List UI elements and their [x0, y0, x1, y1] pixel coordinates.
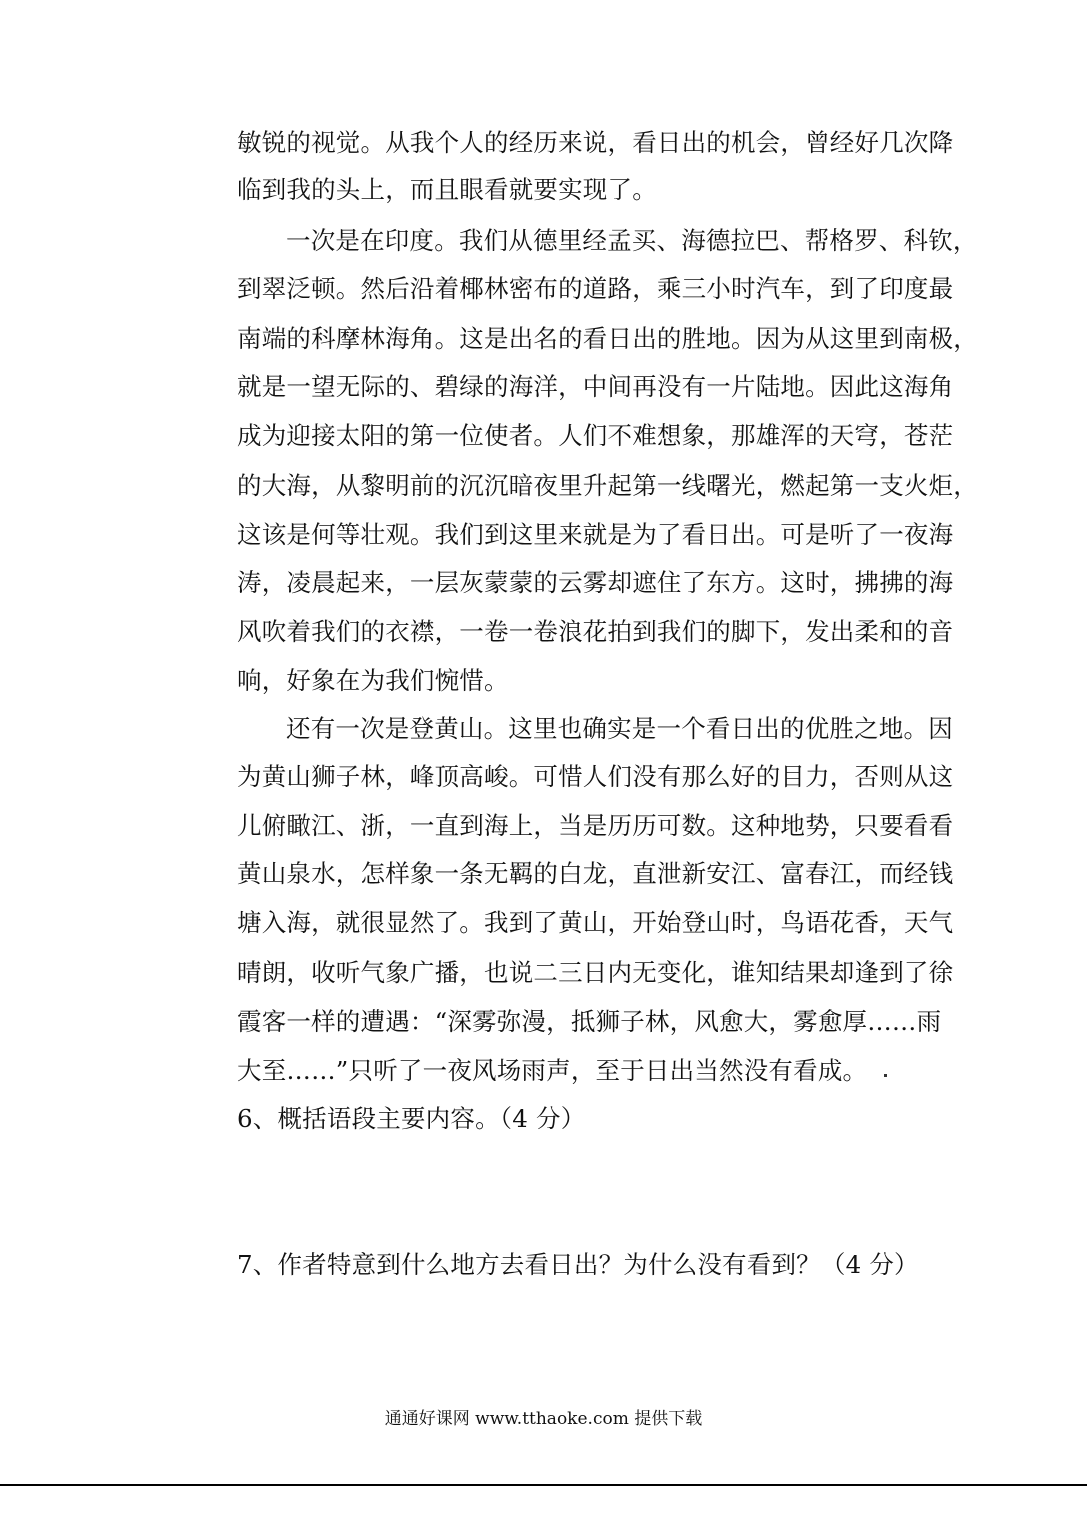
passage-line: 到翠泛顿。然后沿着椰林密布的道路，乘三小时汽车，到了印度最 [237, 274, 954, 303]
passage-line: 大至……”只听了一夜风场雨声，至于日出当然没有看成。 [237, 1056, 868, 1085]
scan-speck [884, 1074, 887, 1077]
passage-line: 就是一望无际的、碧绿的海洋，中间再没有一片陆地。因此这海角 [237, 372, 954, 401]
question-6: 6、概括语段主要内容。（4 分） [237, 1104, 586, 1133]
passage-line: 儿俯瞰江、浙，一直到海上，当是历历可数。这种地势，只要看看 [237, 811, 954, 840]
footer-credit: 通通好课网 www.tthaoke.com 提供下载 [384, 1409, 703, 1429]
passage-line: 还有一次是登黄山。这里也确实是一个看日出的优胜之地。因 [286, 714, 953, 743]
passage-line: 这该是何等壮观。我们到这里来就是为了看日出。可是听了一夜海 [237, 520, 954, 549]
question-7: 7、作者特意到什么地方去看日出？为什么没有看到？（4 分） [237, 1250, 919, 1279]
passage-line: 涛，凌晨起来，一层灰蒙蒙的云雾却遮住了东方。这时，拂拂的海 [237, 568, 954, 597]
passage-line: 塘入海，就很显然了。我到了黄山，开始登山时，鸟语花香，天气 [237, 908, 954, 937]
passage-line: 的大海，从黎明前的沉沉暗夜里升起第一线曙光，燃起第一支火炬， [237, 471, 978, 500]
passage-line: 黄山泉水，怎样象一条无羁的白龙，直泄新安江、富春江，而经钱 [237, 859, 954, 888]
passage-line: 成为迎接太阳的第一位使者。人们不难想象，那雄浑的天穹，苍茫 [237, 421, 954, 450]
passage-line: 南端的科摩林海角。这是出名的看日出的胜地。因为从这里到南极， [237, 324, 978, 353]
passage-line: 晴朗，收听气象广播，也说二三日内无变化，谁知结果却逢到了徐 [237, 958, 954, 987]
passage-line: 敏锐的视觉。从我个人的经历来说，看日出的机会，曾经好几次降 [237, 128, 954, 157]
passage-line: 响，好象在为我们惋惜。 [237, 666, 509, 695]
passage-line: 霞客一样的遭遇：“深雾弥漫，抵狮子林，风愈大，雾愈厚……雨 [237, 1007, 942, 1036]
passage-line: 临到我的头上，而且眼看就要实现了。 [237, 175, 657, 204]
bottom-rule [0, 1484, 1087, 1486]
passage-line: 风吹着我们的衣襟，一卷一卷浪花拍到我们的脚下，发出柔和的音 [237, 617, 954, 646]
passage-line: 为黄山狮子林，峰顶高峻。可惜人们没有那么好的目力，否则从这 [237, 762, 954, 791]
passage-line: 一次是在印度。我们从德里经孟买、海德拉巴、帮格罗、科钦， [286, 226, 978, 255]
